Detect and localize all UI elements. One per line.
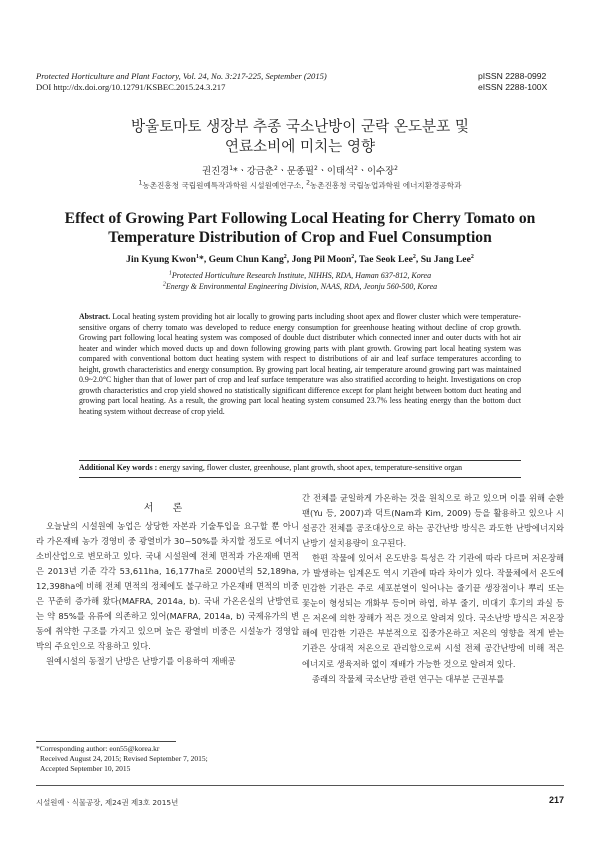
footer-divider [36, 785, 564, 786]
english-affiliation-2: $^2$Energy & Environmental Engineering Division, NAAS, RDA, Jeonju 560-500, Korea [162, 281, 438, 291]
keywords-label: Additional Key words : [79, 463, 158, 472]
english-title-line-2: Temperature Distribution of Crop and Fuel Consumption [108, 229, 492, 246]
english-authors: Jin Kyung Kwon$^1$*, Geum Chun Kang$^2$, Jong Pil Moon$^2$, Tae Seok Lee$^2$, Su Jang Lee$^2$ [126, 253, 474, 265]
abstract [79, 312, 521, 417]
korean-affiliations: $^1$농촌진흥청 국립원예특작과학원 시설원예연구소, $^2$농촌진흥청 국립농업과학원 에너지환경공학과 [138, 179, 462, 190]
footer-journal: 시설원예ㆍ식물공장, 제24권 제3호 2015년 [36, 798, 179, 807]
keywords-text: energy saving, flower cluster, greenhouse, plant growth, shoot apex, temperature-sensitive organ [159, 463, 463, 472]
left-paragraph-2: 원예시설의 동절기 난방은 난방기를 이용하여 재배공 [46, 656, 236, 667]
right-paragraph-1: 간 전체를 균일하게 가온하는 것을 원칙으로 하고 있으며 이를 위해 순환팬(Yu 등, 2007)과 덕트(Nam과 Kim, 2009) 등을 활용하고 있으나 시설공간 전체를 공조대상으로 하는 공간난방 방식은 과도한 난방에너지와 난방기 설치용량이 요구된다. [302, 493, 564, 549]
pissn: pISSN 2288-0992 [478, 71, 547, 81]
korean-title-line-1: 방울토마토 생장부 추종 국소난방이 군락 온도분포 및 [131, 118, 469, 135]
right-column [302, 491, 564, 687]
korean-title-line-2: 연료소비에 미치는 영향 [224, 138, 376, 155]
english-affiliation-1: $^1$Protected Horticulture Research Institute, NIHHS, RDA, Haman 637-812, Korea [168, 270, 432, 280]
accepted-date: Accepted September 10, 2015 [40, 764, 131, 773]
section-title-introduction: 서 론 [143, 503, 191, 514]
abstract-text: Local heating system providing hot air locally to growing parts including shoot apex and flower cluster which were temperature-sensitive organs of cherry tomato was developed to reduce energy consumption for greenhouse heating without decline of crop growth. Growing part following local heating system was composed of double duct distributer which connected inner and outer ducts with hot air heater and winder which moved ducts up and down following growing parts with plant growth. Growing part local heating system was compared with conventional bottom duct heating system with respect to distributions of air and leaf surface temperatures according to height, growth characteristics and energy consumption. By growing part local heating, air temperature around growing part was maintained 0.9~2.0°C higher than that of lower part of crop and leaf surface temperature was also stratified according to height. Investigations on crop growth characteristics and crop yield showed no statistically significant difference except for plant height between bottom duct heating and growing part local heating. As a result, the growing part local heating system consumed 23.7% less heating energy than the bottom duct heating system without decrease of crop yield. [79, 312, 521, 416]
abstract-label: Abstract. [79, 312, 111, 321]
abstract-divider [79, 460, 521, 461]
corresponding-author: *Corresponding author: eon55@korea.kr [36, 744, 160, 753]
journal-citation: Protected Horticulture and Plant Factory, Vol. 24, No. 3:217-225, September (2015) [36, 71, 327, 81]
korean-authors: 권진경$^1$*ㆍ강금춘$^2$ㆍ문종필$^2$ㆍ이태석$^2$ㆍ이수장$^2$ [202, 164, 398, 177]
english-title-line-1: Effect of Growing Part Following Local Heating for Cherry Tomato on [64, 210, 536, 227]
doi-link[interactable]: DOI http://dx.doi.org/10.12791/KSBEC.2015.24.3.217 [36, 82, 226, 92]
eissn: eISSN 2288-100X [478, 82, 548, 92]
right-paragraph-2: 한편 작물에 있어서 온도반응 특성은 각 기관에 따라 다르며 저온장해가 발생하는 임계온도 역시 기관에 따라 차이가 있다. 작물체에서 온도에 민감한 기관은 주로 세포분열이 일어나는 줄기끝 생장점이나 뿌리 또는 꽃눈이 형성되는 개화부 등이며 하엽, 하부 줄기, 비대기 후기의 과실 등은 저온에 의한 장해가 적은 것으로 알려져 있다. 국소난방 방식은 저온장해에 민감한 기관은 부분적으로 집중가온하고 저온의 영향을 적게 받는 기관은 상대적 저온으로 관리함으로써 시설 전체 공간난방에 비해 적은 에너지로 생육저하 없이 재배가 가능한 것으로 알려져 있다. [302, 553, 564, 669]
left-paragraph-1: 오늘날의 시설원예 농업은 상당한 자본과 기술투입을 요구할 뿐 아니라 가온재배 농가 경영비 중 광열비가 30~50%를 차지할 정도로 에너지소비산업으로 변모하고 있다. 국내 시설원예 전체 면적과 가온재배 면적은 2013년 기준 각각 53,611ha, 16,177ha로 2000년의 52,189ha, 12,398ha에 비해 전체 면적의 정체에도 불구하고 가온재배 면적의 비중은 꾸준히 증가해 왔다(MAFRA, 2014a, b). 국내 가온온실의 난방연료는 약 85%를 유류에 의존하고 있어(MAFRA, 2014a, b) 국제유가의 변동에 취약한 구조를 가지고 있으며 높은 광열비 비중은 시설농가 경영압박의 주요인으로 작용하고 있다. [36, 521, 299, 652]
page-number: 217 [548, 795, 564, 805]
keywords [79, 463, 521, 474]
received-date: Received August 24, 2015; Revised September 7, 2015; [40, 754, 208, 763]
footnote [36, 744, 299, 774]
footnote-divider [36, 741, 176, 742]
keywords-divider [79, 477, 521, 478]
right-paragraph-3: 종래의 작물체 국소난방 관련 연구는 대부분 근권부를 [312, 673, 505, 684]
left-column [36, 519, 299, 669]
